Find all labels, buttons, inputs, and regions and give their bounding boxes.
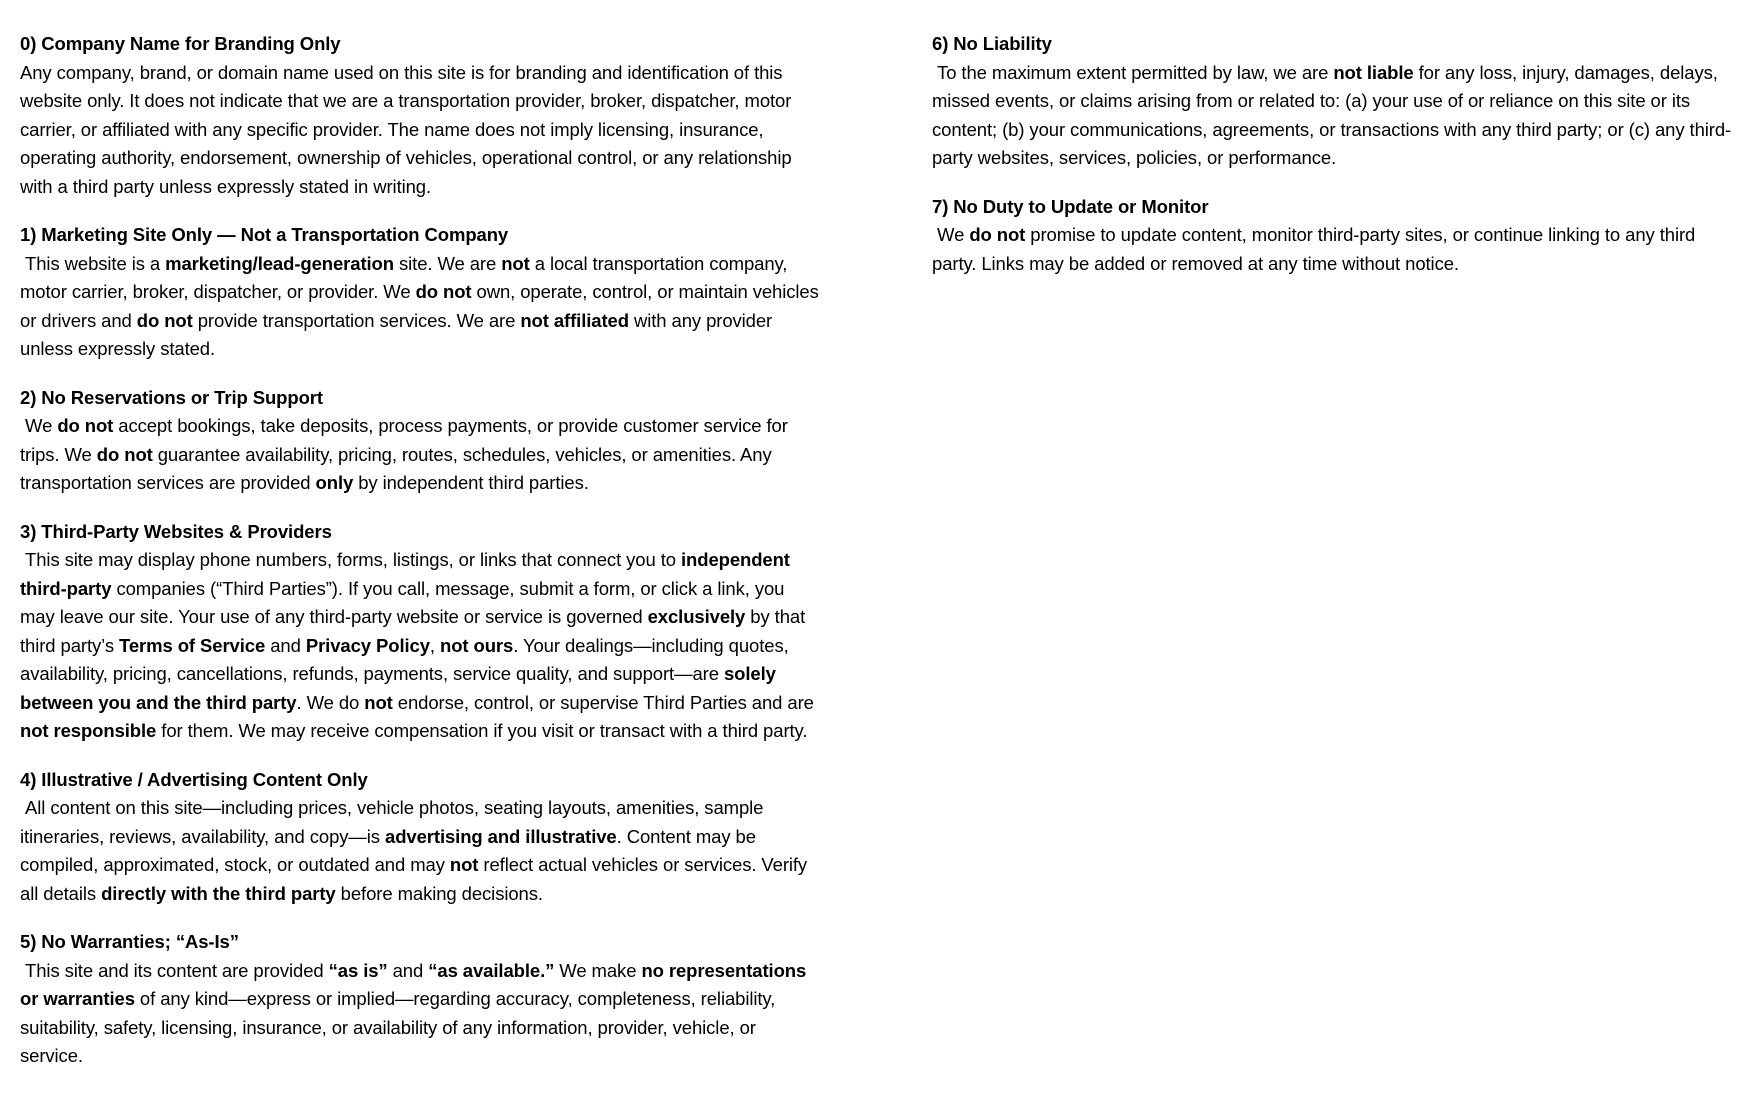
- text-run: This site and its content are provided: [20, 959, 329, 981]
- section-6: [932, 30, 1732, 173]
- two-column-text: [20, 30, 1732, 1103]
- section-7: [932, 193, 1732, 279]
- bold-text-run: solely between you and the third party: [20, 663, 781, 713]
- bold-text-run: marketing/lead-generation: [165, 252, 394, 274]
- section-heading: 0) Company Name for Branding Only: [20, 33, 341, 54]
- text-run: provide transportation services. We are: [192, 309, 521, 331]
- bold-text-run: do not: [136, 309, 193, 331]
- section-paragraph: [20, 59, 820, 202]
- section-heading: 4) Illustrative / Advertising Content Only: [20, 768, 368, 790]
- text-run: for any loss, injury, damages, delays, missed events, or claims arising from or related to: (a) your use of or reliance on this site or its content; (b) your communications, agreements, or transactions with any third party; or (c) any third-party websites, services, policies, or performance.: [932, 61, 1732, 168]
- text-run: accept bookings, take deposits, process payments, or provide customer service for trips. We: [20, 415, 793, 465]
- section-5: [20, 928, 820, 1071]
- bold-text-run: do not: [969, 224, 1026, 245]
- bold-text-run: not ours: [440, 634, 514, 656]
- section-heading: 3) Third-Party Websites & Providers: [20, 520, 332, 542]
- bold-text-run: “as available.”: [428, 959, 555, 981]
- text-run: and: [387, 959, 429, 981]
- text-run: All content on this site—including prices, vehicle photos, seating layouts, amenities, sample itineraries, reviews, availability, and copy—is: [20, 797, 769, 847]
- section-heading: 1) Marketing Site Only — Not a Transportation Company: [20, 224, 509, 245]
- text-run: reflect actual vehicles or services. Verify all details: [20, 854, 813, 904]
- section-paragraph: [932, 221, 1732, 278]
- text-run: before making decisions.: [335, 882, 543, 904]
- bold-text-run: advertising and illustrative: [385, 825, 617, 847]
- bold-text-run: not: [501, 252, 530, 274]
- section-3: [20, 518, 820, 746]
- bold-text-run: independent third-party: [20, 549, 795, 599]
- text-run: This site may display phone numbers, forms, listings, or links that connect you to: [20, 549, 681, 570]
- text-run: . We do: [296, 691, 365, 713]
- text-run: and: [265, 634, 306, 656]
- text-run: endorse, control, or supervise Third Parties and are: [392, 691, 819, 713]
- bold-text-run: do not: [57, 415, 114, 436]
- section-0: [20, 30, 820, 201]
- text-run: of any kind—express or implied—regarding accuracy, completeness, reliability, suitability, safety, licensing, insurance, or availability of any information, provider, vehicle, or service.: [20, 988, 781, 1066]
- text-run: To the maximum extent permitted by law, we are: [932, 61, 1334, 83]
- text-run: promise to update content, monitor third-party sites, or continue linking to any third party. Links may be added or removed at any time without notice.: [932, 224, 1701, 274]
- text-run: companies (“Third Parties”). If you call, message, submit a form, or click a link, you may leave our site. Your use of any third-party website or service is governed: [20, 577, 790, 627]
- section-paragraph: [932, 59, 1732, 173]
- text-run: ,: [429, 634, 440, 656]
- section-2: [20, 384, 820, 498]
- text-run: . Your dealings—including quotes, availability, pricing, cancellations, refunds, payments, service quality, and support—are: [20, 634, 794, 684]
- text-run: This website is a: [20, 252, 166, 274]
- bold-text-run: no representations or warranties: [20, 959, 812, 1009]
- bold-text-run: exclusively: [647, 606, 746, 627]
- bold-text-run: do not: [415, 281, 472, 302]
- bold-text-run: Terms of Service: [119, 634, 266, 656]
- section-heading: 2) No Reservations or Trip Support: [20, 386, 323, 408]
- section-heading: 7) No Duty to Update or Monitor: [932, 195, 1209, 217]
- bold-text-run: not affiliated: [520, 309, 629, 331]
- bold-text-run: not responsible: [20, 720, 157, 741]
- text-run: We: [932, 224, 970, 245]
- bold-text-run: not: [364, 691, 393, 713]
- text-run: with any provider unless expressly stated.: [20, 309, 778, 359]
- section-1: [20, 221, 824, 364]
- section-4: [20, 766, 820, 909]
- section-heading: 5) No Warranties; “As-Is”: [20, 931, 239, 952]
- text-run: by independent third parties.: [353, 472, 589, 493]
- bold-text-run: Privacy Policy: [305, 634, 430, 656]
- text-run: We make: [554, 959, 642, 981]
- bold-text-run: “as is”: [328, 959, 388, 981]
- text-run: own, operate, control, or maintain vehicles or drivers and: [20, 281, 824, 331]
- section-paragraph: [20, 250, 824, 364]
- bold-text-run: only: [315, 472, 354, 493]
- text-run: for them. We may receive compensation if you visit or transact with a third party.: [156, 720, 808, 741]
- bold-text-run: not: [449, 854, 479, 875]
- text-run: site. We are: [393, 252, 502, 274]
- section-paragraph: [20, 794, 820, 908]
- bold-text-run: directly with the third party: [101, 882, 336, 904]
- section-heading: 6) No Liability: [932, 33, 1052, 54]
- text-run: guarantee availability, pricing, routes, schedules, vehicles, or amenities. Any transportation services are provided: [20, 443, 777, 493]
- bold-text-run: do not: [96, 443, 153, 465]
- text-run: by that third party’s: [20, 606, 811, 656]
- section-paragraph: [20, 412, 820, 498]
- text-run: Any company, brand, or domain name used on this site is for branding and identification of this website only. It does not indicate that we are a transportation provider, broker, dispatcher, motor carrier, or affiliated with any specific provider. The name does not imply licensing, insurance, operating authority, endorsement, ownership of vehicles, operational control, or any relationship with a third party unless expressly stated in writing.: [20, 61, 797, 197]
- bold-text-run: not liable: [1333, 61, 1414, 83]
- section-paragraph: [20, 546, 820, 746]
- text-run: We: [20, 415, 58, 436]
- section-paragraph: [20, 957, 820, 1071]
- text-run: . Content may be compiled, approximated, stock, or outdated and may: [20, 825, 761, 875]
- text-run: a local transportation company, motor carrier, broker, dispatcher, or provider. We: [20, 252, 793, 302]
